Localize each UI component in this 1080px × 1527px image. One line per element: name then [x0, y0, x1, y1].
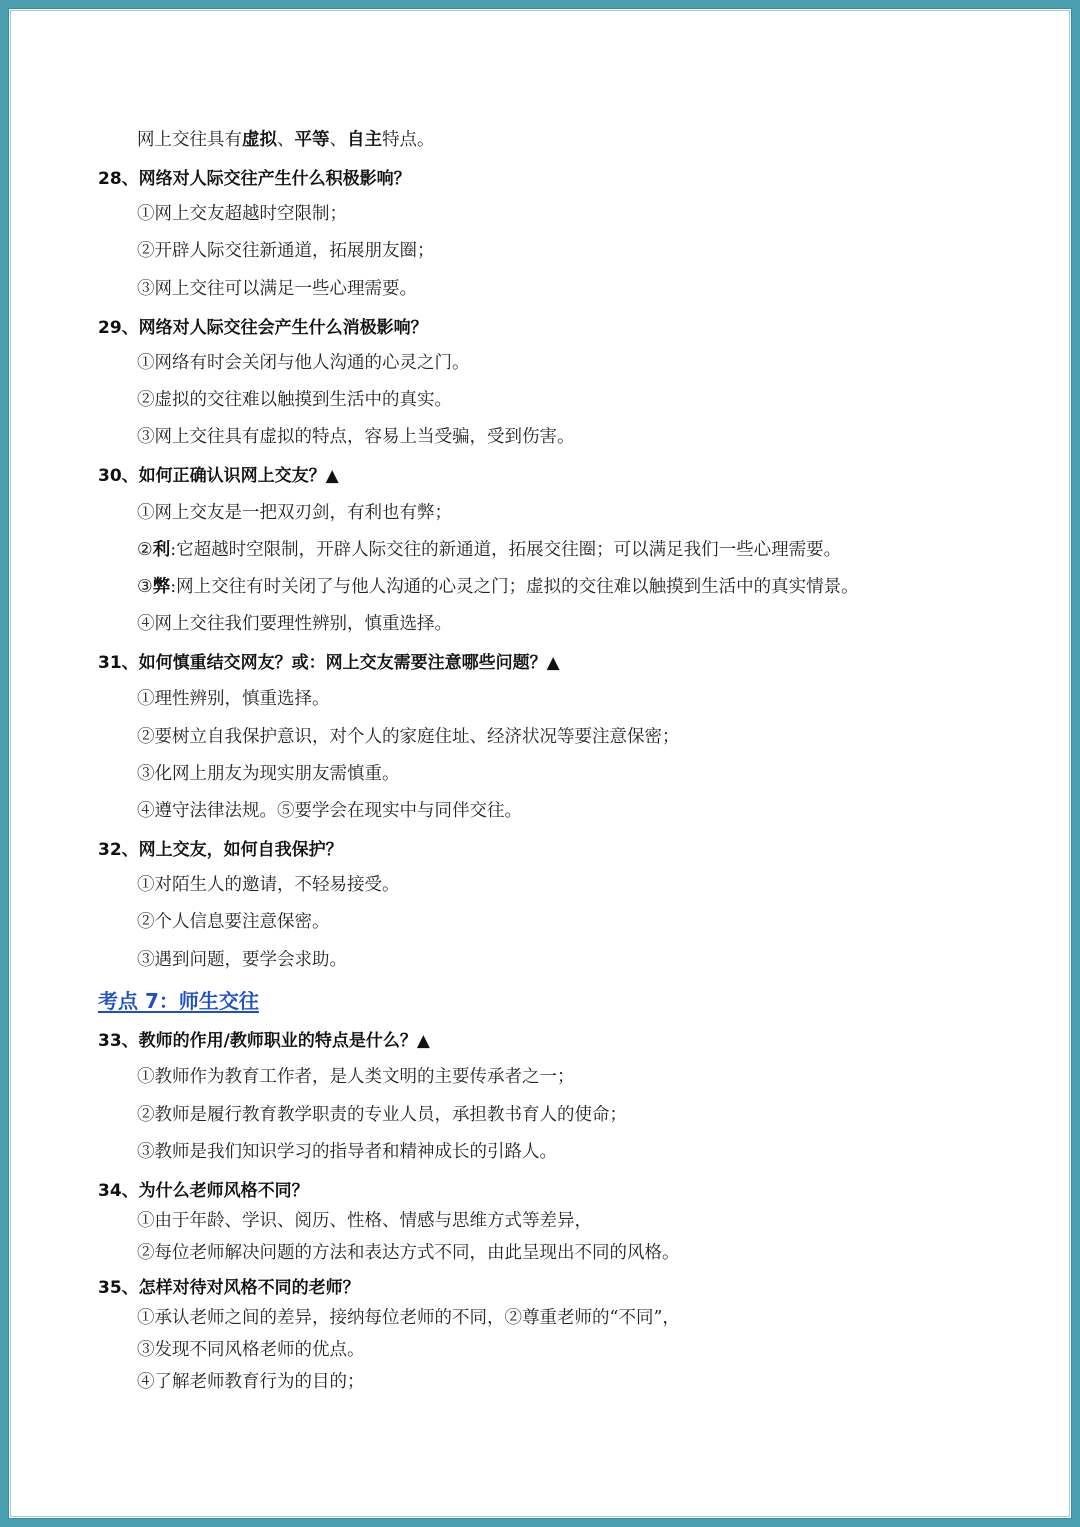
question-35-title: 35、怎样对待对风格不同的老师？	[98, 1278, 360, 1298]
q30-answer-2: ②利:它超越时空限制，开辟人际交往的新通道，拓展交往圈；可以满足我们一些心理需要。	[137, 540, 842, 560]
q32-answer-1: ①对陌生人的邀请，不轻易接受。	[137, 875, 400, 895]
q31-answer-3: ③化网上朋友为现实朋友需慎重。	[137, 764, 400, 784]
question-34-title: 34、为什么老师风格不同？	[98, 1181, 309, 1201]
question-30-title: 30、如何正确认识网上交友？▲	[98, 466, 339, 486]
q29-answer-1: ①网络有时会关闭与他人沟通的心灵之门。	[137, 353, 470, 373]
section-heading-7: 考点 7：师生交往	[98, 989, 259, 1013]
question-28-title: 28、网络对人际交往产生什么积极影响？	[98, 169, 411, 189]
question-31-title: 31、如何慎重结交网友？或：网上交友需要注意哪些问题？▲	[98, 653, 560, 673]
q32-answer-3: ③遇到问题，要学会求助。	[137, 950, 347, 970]
q31-answer-2: ②要树立自我保护意识，对个人的家庭住址、经济状况等要注意保密；	[137, 727, 680, 747]
q35-answer-2: ③发现不同风格老师的优点。	[137, 1340, 365, 1360]
question-32-title: 32、网上交友，如何自我保护？	[98, 840, 343, 860]
q28-answer-1: ①网上交友超越时空限制；	[137, 204, 347, 224]
q30-answer-4: ④网上交往我们要理性辨别，慎重选择。	[137, 614, 452, 634]
q30-answer-1: ①网上交友是一把双刃剑，有利也有弊；	[137, 503, 452, 523]
q31-answer-1: ①理性辨别，慎重选择。	[137, 689, 330, 709]
q30-answer-3: ③弊:网上交往有时关闭了与他人沟通的心灵之门；虚拟的交往难以触摸到生活中的真实情景。	[137, 577, 859, 597]
q29-answer-2: ②虚拟的交往难以触摸到生活中的真实。	[137, 390, 452, 410]
q33-answer-1: ①教师作为教育工作者，是人类文明的主要传承者之一；	[137, 1067, 575, 1087]
question-33-title: 33、教师的作用/教师职业的特点是什么？▲	[98, 1031, 430, 1051]
question-29-title: 29、网络对人际交往会产生什么消极影响？	[98, 318, 428, 338]
intro-line: 网上交往具有虚拟、平等、自主特点。	[137, 130, 435, 150]
q35-answer-3: ④了解老师教育行为的目的；	[137, 1372, 365, 1392]
q29-answer-3: ③网上交往具有虚拟的特点，容易上当受骗，受到伤害。	[137, 427, 575, 447]
q28-answer-2: ②开辟人际交往新通道，拓展朋友圈；	[137, 241, 435, 261]
q33-answer-2: ②教师是履行教育教学职责的专业人员，承担教书育人的使命；	[137, 1105, 627, 1125]
q34-answer-1: ①由于年龄、学识、阅历、性格、情感与思维方式等差异，	[137, 1211, 592, 1231]
q32-answer-2: ②个人信息要注意保密。	[137, 912, 330, 932]
q35-answer-1: ①承认老师之间的差异，接纳每位老师的不同，②尊重老师的“不同”，	[137, 1308, 680, 1328]
q33-answer-3: ③教师是我们知识学习的指导者和精神成长的引路人。	[137, 1142, 557, 1162]
q31-answer-4: ④遵守法律法规。⑤要学会在现实中与同伴交往。	[137, 801, 522, 821]
q34-answer-2: ②每位老师解决问题的方法和表达方式不同，由此呈现出不同的风格。	[137, 1243, 680, 1263]
q28-answer-3: ③网上交往可以满足一些心理需要。	[137, 279, 417, 299]
